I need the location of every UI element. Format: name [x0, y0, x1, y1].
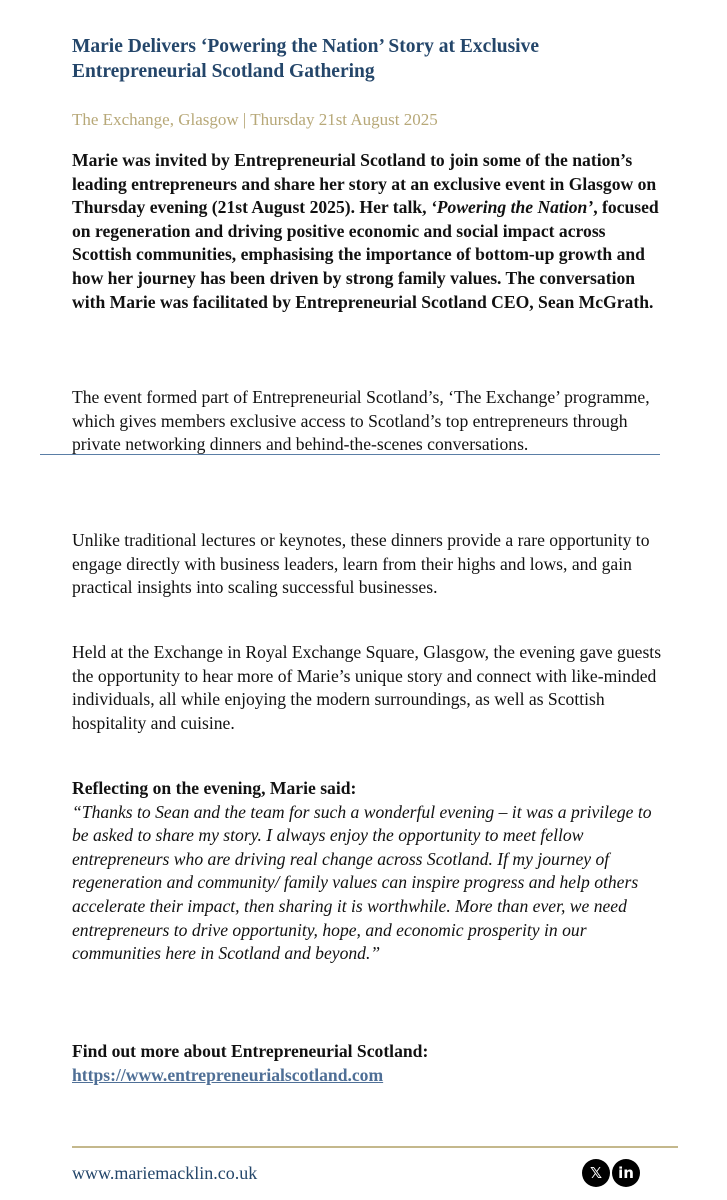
dateline: The Exchange, Glasgow | Thursday 21st August 2025	[72, 110, 438, 129]
marie-quote: “Thanks to Sean and the team for such a wonderful evening – it was a privilege to be asked to share my story. I always enjoy the opportunity to meet fellow entrepreneurs who are driving real change across Scotland. If my journey of regeneration and community/ family values can inspire progress and help others accelerate their impact, then sharing it is worthwhile. More than ever, we need entrepreneurs to drive opportunity, hope, and economic prosperity in our communities here in Scotland and beyond.”	[72, 801, 652, 964]
linkedin-icon[interactable]: in	[612, 1159, 640, 1187]
lead-text-part2: , focused on regeneration and driving positive economic and social impact across Scottish communities, emphasising the importance of bottom-up growth and how her journey has been driven by strong family values. The conversation with Marie was facilitated by Entrepreneurial Scotland CEO, Sean McGrath.	[72, 197, 659, 312]
footer-divider	[72, 1146, 678, 1148]
find-out-more-heading: Find out more about Entrepreneurial Scotland:	[72, 1041, 429, 1061]
divider-line	[40, 454, 660, 455]
entrepreneurial-scotland-link[interactable]: https://www.entrepreneurialscotland.com	[72, 1064, 384, 1085]
reflection-block	[72, 777, 668, 966]
paragraph-dinners: Unlike traditional lectures or keynotes, these dinners provide a rare opportunity to engage directly with business leaders, learn from their highs and lows, and gain practical insights into scaling successful businesses.	[72, 530, 650, 598]
lead-text-part1: Marie was invited by Entrepreneurial Scotland to join some of the nation’s leading entrepreneurs and share her story at an exclusive event in Glasgow on Thursday evening (21st August 2025). Her talk,	[72, 150, 657, 218]
paragraph-venue: Held at the Exchange in Royal Exchange Square, Glasgow, the evening gave guests the opportunity to hear more of Marie’s unique story and connect with like-minded individuals, all while enjoying the modern surroundings, as well as Scottish hospitality and cuisine.	[72, 642, 662, 733]
footer-website[interactable]: www.mariemacklin.co.uk	[72, 1163, 258, 1183]
find-out-more-block	[72, 1040, 668, 1087]
lead-paragraph	[72, 149, 668, 314]
paragraph-exchange-programme: The event formed part of Entrepreneurial Scotland’s, ‘The Exchange’ programme, which gives members exclusive access to Scotland’s top entrepreneurs through private networking dinners and behind-the-scenes conversations.	[72, 387, 650, 455]
talk-title: ‘Powering the Nation’	[430, 197, 594, 218]
article-title: Marie Delivers ‘Powering the Nation’ Story at Exclusive Entrepreneurial Scotland Gathering	[72, 36, 539, 82]
reflection-heading: Reflecting on the evening, Marie said:	[72, 778, 357, 798]
x-icon[interactable]: 𝕏	[582, 1159, 610, 1187]
